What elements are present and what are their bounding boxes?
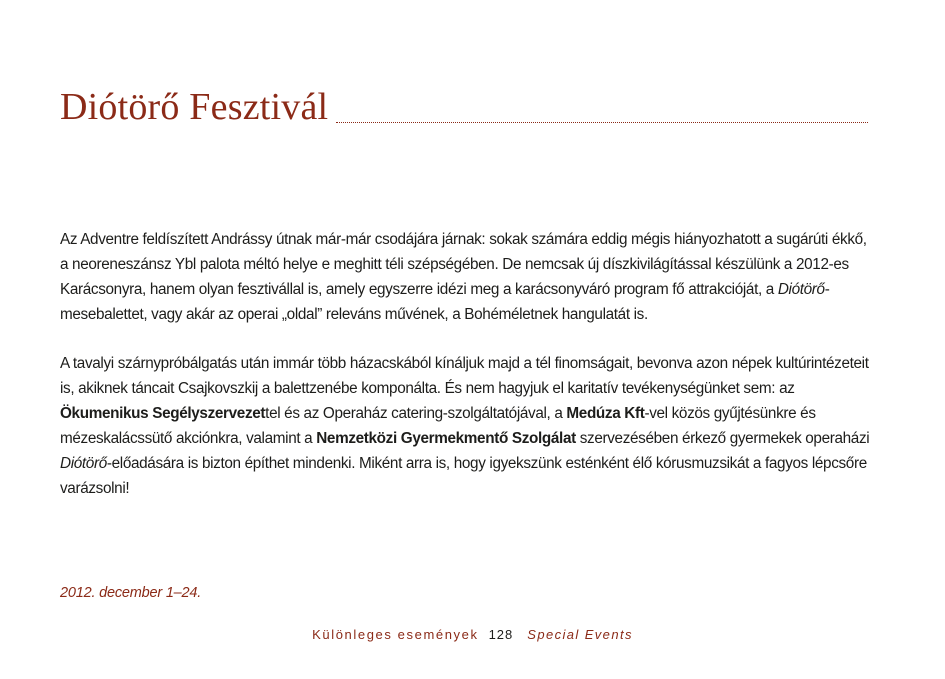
page-title: Diótörő Fesztivál: [60, 86, 329, 128]
footer-section-hu: Különleges események: [312, 627, 479, 642]
title-row: [60, 88, 868, 126]
footer-section-en: Special Events: [527, 627, 633, 642]
paragraph-2-italic-diotoro: Diótörő: [60, 455, 107, 472]
paragraph-2-text-c: -vel közös gyűjtésünkre és mézeskalácssütő akciónkra, valamint a: [60, 405, 816, 447]
title-dotted-rule: [336, 122, 868, 123]
paragraph-2-text-d: szervezésében érkező gyermekek operaházi: [575, 430, 870, 447]
paragraph-2: [60, 351, 870, 501]
paragraph-1: [60, 227, 870, 327]
paragraph-1-italic-diotoro: Diótörő: [777, 281, 825, 298]
paragraph-1-text-b: -mesebalettet, vagy akár az operai „oldal” releváns művének, a Bohéméletnek hangulatát is.: [60, 281, 830, 323]
paragraph-2-bold-meduza: Medúza Kft: [566, 405, 645, 422]
event-date: 2012. december 1–24.: [60, 585, 202, 601]
paragraph-2-text-a: A tavalyi szárnypróbálgatás után immár több házacskából kínáljuk majd a tél finomságait, bevonva azon népek kultúrintézeteit is, akiknek táncait Csajkovszkij a balettzenébe komponálta. És nem hagyjuk el karitatív tevékenységünket sem: az: [60, 355, 869, 397]
paragraph-1-text-a: Az Adventre feldíszített Andrássy útnak már-már csodájára járnak: sokak számára eddig mégis hiányozhatott a sugárúti ékkő, a neoreneszánsz Ybl palota méltó helye e meghitt téli szépségében. De nemcsak új díszkivilágítással készülünk a 2012-es Karácsonyra, hanem olyan fesztivállal is, amely egyszerre idézi meg a karácsonyváró program fő attrakcióját, a: [60, 231, 867, 298]
paragraph-2-text-b: tel és az Operaház catering-szolgáltatójával, a: [265, 405, 567, 422]
page-footer: [0, 627, 945, 642]
paragraph-2-bold-gyermekmento: Nemzetközi Gyermekmentő Szolgálat: [316, 430, 576, 447]
article-body: [60, 227, 870, 525]
paragraph-2-bold-okumenikus: Ökumenikus Segélyszervezet: [60, 405, 266, 422]
footer-page-number: 128: [488, 627, 514, 642]
paragraph-2-text-e: -előadására is bizton építhet mindenki. Miként arra is, hogy igyekszünk esténként élő kórusmuzsikát a fagyos lépcsőre varázsolni!: [60, 455, 867, 497]
